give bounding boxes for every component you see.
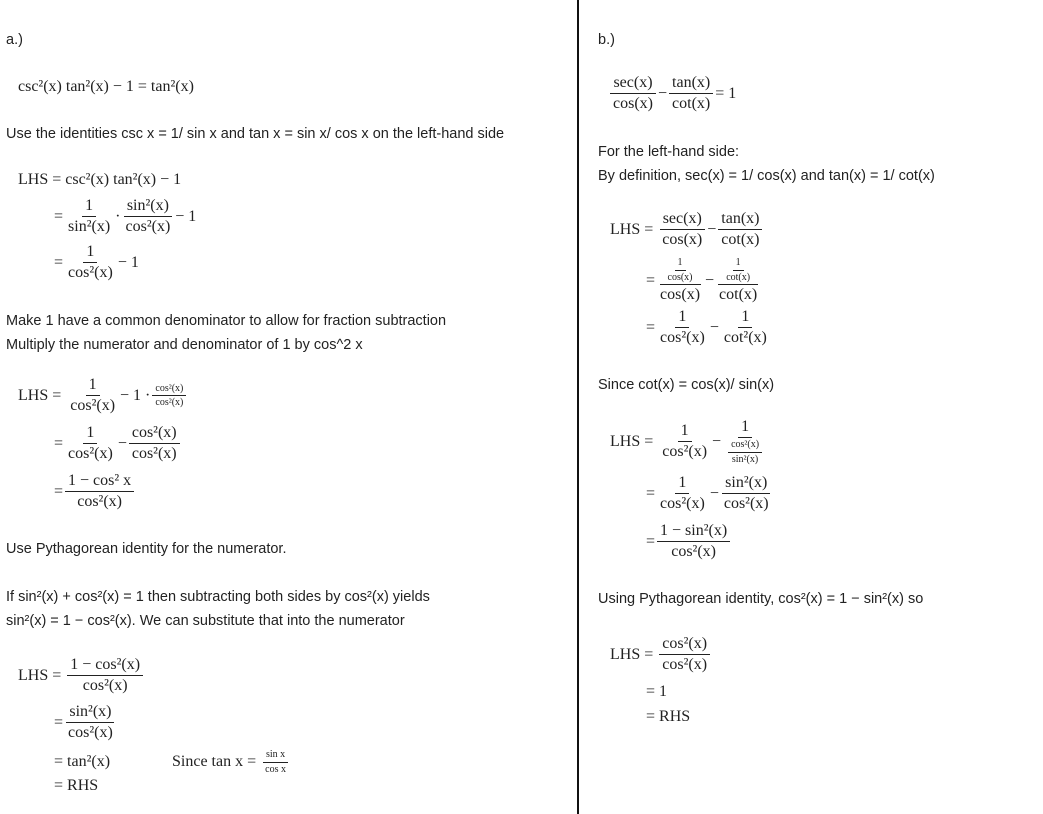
using-pythagorean-text: Using Pythagorean identity, cos²(x) = 1 − sin²(x) so xyxy=(598,591,924,607)
nested-fraction: $\frac{\text{cos²(x)}}{\text{sin²(x)}}$ xyxy=(728,439,762,465)
equals-sign: = xyxy=(54,434,64,452)
lhs-label: LHS = xyxy=(18,386,62,404)
equals-sign: = xyxy=(646,484,656,502)
identities-text: Use the identities csc x = 1/ sin x and tan x = sin x/ cos x on the left-hand side xyxy=(6,126,505,142)
fraction: $\frac{\text{sin²(x)}}{\text{cos²(x)}}$ xyxy=(68,703,113,742)
fraction: $\frac{1}{\text{sin²(x)}}$ xyxy=(68,197,111,236)
step2-lhs-line xyxy=(18,376,188,416)
part-b-equation xyxy=(608,74,736,114)
small-fraction: $\frac{\text{cos²(x)}}{\text{cos²(x)}}$ xyxy=(152,383,186,409)
fraction: $\frac{1}{\text{cos²(x)}}$ xyxy=(662,421,708,461)
step2-result-line xyxy=(54,472,136,512)
equals-sign: = xyxy=(54,253,64,271)
dot-operator: · xyxy=(115,207,121,225)
minus-one-dot: − 1 · xyxy=(120,386,151,404)
step3-fraction-line xyxy=(54,703,118,743)
minus-one: − 1 xyxy=(117,253,139,271)
lhs-label: LHS = xyxy=(18,171,62,188)
since-tan-note xyxy=(172,749,291,775)
since-cot-text: Since cot(x) = cos(x)/ sin(x) xyxy=(598,377,775,393)
fraction: $\frac{\text{1 − sin²(x)}}{\text{cos²(x)}}$ xyxy=(657,522,730,562)
part-a-label: a.) xyxy=(6,32,23,48)
minus-sign: − xyxy=(709,318,719,336)
tan-squared-line: = tan²(x) xyxy=(54,753,111,770)
fraction: $\frac{\text{cos²(x)}}{\text{cos²(x)}}$ xyxy=(129,424,180,464)
equals-one: = 1 xyxy=(715,84,737,102)
fraction: $\frac{\sec(x)}{\cos(x)}$ xyxy=(659,210,705,250)
small-fraction: $\frac{\text{sin x}}{\text{cos x}}$ xyxy=(262,749,289,775)
fraction: $\frac{\text{cos²(x)}}{\text{cos²(x)}}$ xyxy=(659,635,710,675)
fraction: $\frac{\text{sin²(x)}}{\text{cos²(x)}}$ xyxy=(723,474,769,513)
b-step1-lhs-line xyxy=(610,210,764,250)
fraction: $\frac{\text{sin²(x)}}{\text{cos²(x)}}$ xyxy=(125,197,171,236)
fraction: $\frac{\tan(x)}{\cot(x)}$ xyxy=(669,74,713,114)
fraction: $\frac{1}{\text{cos²(x)}}$ xyxy=(70,376,116,415)
b-step2-lhs-line xyxy=(610,418,769,465)
lhs-label: LHS = xyxy=(610,645,654,663)
fraction: $\frac{\frac{1}{\cos(x)}}{\cos(x)}$ xyxy=(660,257,701,303)
equals-sign: = xyxy=(646,318,656,336)
if-identity-text: If sin²(x) + cos²(x) = 1 then subtracting both sides by cos²(x) yields xyxy=(6,589,430,605)
equals-sign: = xyxy=(54,713,64,731)
step1-fraction-line xyxy=(54,197,196,237)
fraction: $\frac{1}{\text{cos²(x)}}$ xyxy=(68,424,113,463)
fraction: $\frac{\text{1 − cos² x}}{\text{cos²(x)}}$ xyxy=(65,472,134,512)
step1-result-line xyxy=(54,243,139,283)
fraction: $\frac{\text{1 − cos²(x)}}{\text{cos²(x)}}$ xyxy=(67,656,143,696)
fraction: $\frac{1}{\text{cot²(x)}}$ xyxy=(723,308,767,347)
lhs-label: LHS = xyxy=(610,432,654,450)
equals-sign: = xyxy=(54,482,64,500)
minus-one: − 1 xyxy=(175,207,197,225)
minus-sign: − xyxy=(707,220,717,238)
nested-fraction: $\frac{1}{\cos(x)}$ xyxy=(667,257,693,283)
b-step3-lhs-line xyxy=(610,635,712,675)
nested-fraction: $\frac{1}{\cot(x)}$ xyxy=(726,257,751,283)
expression: csc²(x) tan²(x) − 1 xyxy=(65,171,182,188)
part-a-equation: csc²(x) tan²(x) − 1 = tan²(x) xyxy=(18,78,194,95)
column-divider xyxy=(577,0,579,814)
fraction: $\frac{1}{\text{cos²(x)}}$ xyxy=(660,474,705,513)
substitute-text: sin²(x) = 1 − cos²(x). We can substitute that into the numerator xyxy=(6,613,405,629)
b-step1-result-line xyxy=(646,308,772,348)
lhs-label: LHS = xyxy=(610,220,654,238)
minus-sign: − xyxy=(709,484,719,502)
minus-sign: − xyxy=(705,271,715,289)
pythagorean-text: Use Pythagorean identity for the numerator. xyxy=(6,541,287,557)
lhs-label: LHS = xyxy=(18,666,62,684)
b-step1-nested-line xyxy=(646,257,762,304)
minus-sign: − xyxy=(657,84,668,102)
step3-lhs-line xyxy=(18,656,145,696)
equals-sign: = xyxy=(646,532,656,550)
b-step2-result-line xyxy=(646,522,732,562)
left-hand-side-text: For the left-hand side: xyxy=(598,144,740,160)
minus-sign: − xyxy=(712,432,722,450)
fraction: $\frac{\tan(x)}{\cot(x)}$ xyxy=(718,210,762,250)
equals-sign: = xyxy=(54,207,64,225)
since-label: Since tan x = xyxy=(172,753,257,770)
equals-one-line: = 1 xyxy=(646,683,668,700)
common-denominator-text: Make 1 have a common denominator to allow for fraction subtraction xyxy=(6,313,447,329)
rhs-line: = RHS xyxy=(54,777,99,794)
definition-text: By definition, sec(x) = 1/ cos(x) and tan(x) = 1/ cot(x) xyxy=(598,168,935,184)
fraction: $\frac{1}{\frac{\text{cos²(x)}}{\text{sin²(x)}}}$ xyxy=(723,418,767,465)
fraction: $\frac{\frac{1}{\cot(x)}}{\cot(x)}$ xyxy=(719,257,758,303)
fraction: $\frac{\sec(x)}{\cos(x)}$ xyxy=(610,74,656,114)
fraction: $\frac{1}{\text{cos²(x)}}$ xyxy=(68,243,113,282)
equals-sign: = xyxy=(646,271,656,289)
b-rhs-line: = RHS xyxy=(646,708,691,725)
multiply-text: Multiply the numerator and denominator of 1 by cos^2 x xyxy=(6,337,363,353)
minus-sign: − xyxy=(117,434,127,452)
step2-fraction-line xyxy=(54,424,182,464)
fraction: $\frac{1}{\text{cos²(x)}}$ xyxy=(660,308,705,347)
b-step2-fraction-line xyxy=(646,474,774,514)
step1-lhs-line xyxy=(18,171,181,189)
part-b-label: b.) xyxy=(598,32,615,48)
